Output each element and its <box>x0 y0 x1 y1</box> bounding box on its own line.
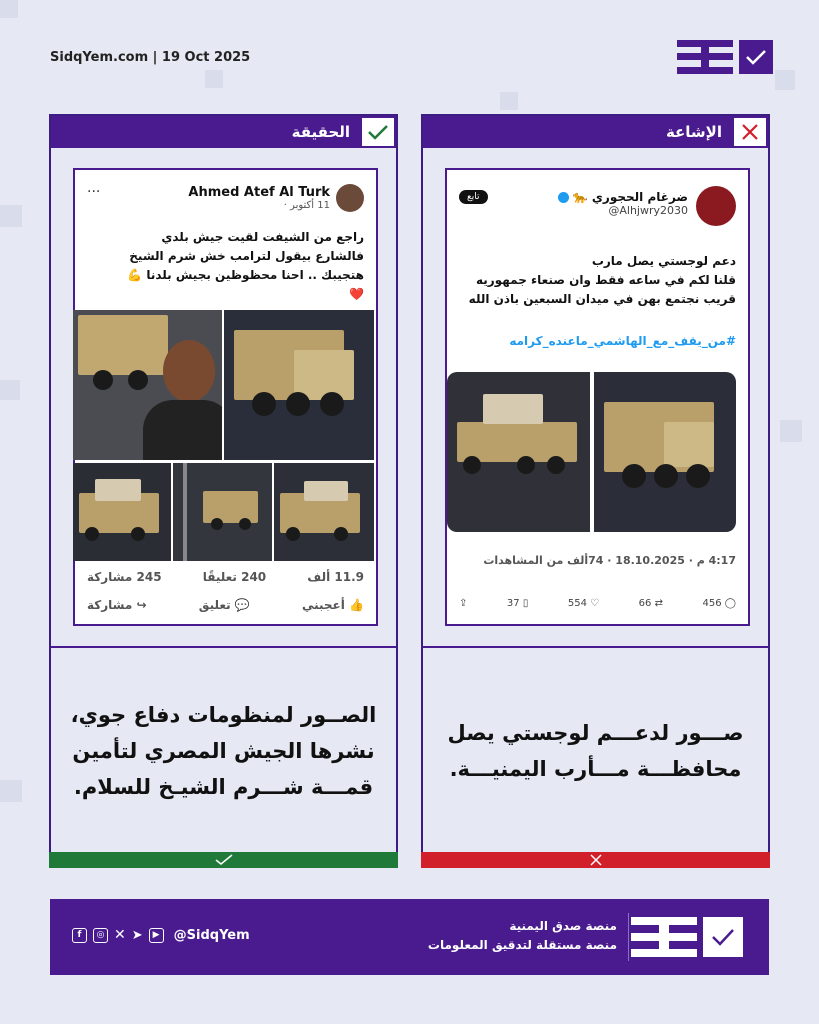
truth-bottom-bar <box>49 852 398 868</box>
claim-line: الصــور لمنظومات دفاع جوي، <box>70 703 377 727</box>
post-photo-selfie[interactable] <box>73 310 222 460</box>
rumor-title: الإشاعة <box>665 123 722 141</box>
rumor-panel <box>421 114 770 868</box>
footer-line1: منصة صدق اليمنية <box>509 919 617 933</box>
comment-button[interactable]: 💬 تعليق <box>198 598 250 612</box>
cross-icon <box>590 854 602 866</box>
post-line: فالشارع بيقول لترامب خش شرم الشيخ <box>129 249 364 263</box>
post-author[interactable]: Ahmed Atef Al Turk <box>188 185 330 200</box>
logo-wordmark <box>631 917 697 957</box>
sidqyem-logo <box>677 40 773 74</box>
tweet-actions <box>459 598 736 609</box>
tweet-card <box>445 168 750 626</box>
truth-claim <box>65 676 382 826</box>
tweet-text <box>459 252 736 309</box>
x-icon[interactable]: ✕ <box>114 927 126 943</box>
footer-separator <box>628 913 629 961</box>
post-line: ❤️ <box>349 287 364 301</box>
verified-icon <box>558 192 569 203</box>
post-photo[interactable] <box>73 463 171 561</box>
reply-count: 456 <box>702 598 722 609</box>
tweet-handle[interactable]: @Alhjwry2030 <box>608 204 688 217</box>
comment-label: تعليق <box>198 598 231 612</box>
tweet-author[interactable] <box>558 190 688 204</box>
tweet-header <box>459 186 736 226</box>
rumor-header <box>423 116 768 148</box>
retweet-count: 66 <box>638 598 652 609</box>
divider <box>51 646 396 648</box>
logo-wordmark <box>677 40 733 74</box>
tweet-photo[interactable] <box>447 372 590 532</box>
share-label: مشاركة <box>87 598 133 612</box>
share-icon[interactable]: ⇪ <box>459 598 468 609</box>
reactions-count[interactable]: 11.9 ألف <box>307 570 364 584</box>
footer <box>50 899 769 975</box>
facebook-icon[interactable]: f <box>72 928 87 943</box>
post-date: 11 أكتوبر · <box>283 200 330 211</box>
retweet-button[interactable]: 66 ⇄ <box>638 598 663 609</box>
bookmark-button[interactable]: 37 ▯ <box>506 598 529 609</box>
truth-title: الحقيقة <box>291 123 350 141</box>
post-photo[interactable] <box>224 310 374 460</box>
claim-line: قمـــة شـــرم الشيـخ للسلام. <box>73 775 374 799</box>
post-header <box>87 184 364 212</box>
comments-count[interactable]: 240 تعليقًا <box>202 570 267 584</box>
post-photo[interactable] <box>274 463 374 561</box>
cross-icon <box>732 116 768 148</box>
youtube-icon[interactable]: ▶ <box>149 928 164 943</box>
post-photo[interactable] <box>173 463 272 561</box>
more-options-icon[interactable]: ··· <box>87 184 101 200</box>
instagram-icon[interactable]: ◎ <box>93 928 108 943</box>
tweet-line: قلنا لكم في ساعه فقط وان صنعاء جمهوريه <box>476 273 736 287</box>
post-line: هتجيبك .. احنا محظوظين بجيش بلدنا 💪 <box>127 268 364 282</box>
shares-count[interactable]: 245 مشاركة <box>87 570 162 584</box>
like-count: 554 <box>567 598 587 609</box>
avatar <box>696 186 736 226</box>
claim-line: نشرها الجيش المصري لتأمين <box>72 739 375 763</box>
divider <box>423 646 768 648</box>
tweet-hashtag[interactable]: #من_يقف_مع_الهاشمي_ماعنده_كرامه <box>509 334 736 348</box>
tweet-line: قريب نجتمع بهن في ميدان السبعين باذن الله <box>468 292 736 306</box>
tweet-line: دعم لوجستي يصل مارب <box>591 254 736 268</box>
footer-text <box>428 917 617 955</box>
truth-header <box>51 116 396 148</box>
post-line: راجع من الشيفت لقيت جيش بلدي <box>161 230 364 244</box>
post-actions <box>87 598 364 612</box>
social-links <box>72 927 250 943</box>
social-handle[interactable]: @SidqYem <box>173 927 250 943</box>
footer-logo <box>631 917 743 957</box>
truth-panel <box>49 114 398 868</box>
check-icon <box>360 116 396 148</box>
author-name: ضرغام الحجوري 🐆 <box>572 190 688 204</box>
footer-line2: منصة مستقلة لتدقيق المعلومات <box>427 938 617 952</box>
telegram-icon[interactable]: ➤ <box>131 927 143 943</box>
tweet-photo[interactable] <box>594 372 736 532</box>
post-stats <box>87 570 364 584</box>
post-text <box>87 228 364 304</box>
like-label: أعجبني <box>301 598 345 612</box>
claim-line: صـــور لدعـــم لوجستي يصل <box>447 721 744 745</box>
like-button[interactable]: 👍 أعجبني <box>301 598 364 612</box>
tweet-meta: 4:17 م · 18.10.2025 · 74ألف من المشاهدات <box>483 554 736 567</box>
share-button[interactable]: ↪ مشاركة <box>87 598 147 612</box>
check-icon <box>739 40 773 74</box>
check-icon <box>703 917 743 957</box>
follow-button[interactable]: تابع <box>459 190 488 204</box>
claim-line: محافظـــة مـــأرب اليمنيـــة. <box>449 757 742 781</box>
facebook-post-card <box>73 168 378 626</box>
rumor-claim <box>437 676 754 826</box>
bookmark-count: 37 <box>506 598 520 609</box>
like-button[interactable]: 554 ♡ <box>567 598 600 609</box>
reply-button[interactable]: 456 ◯ <box>702 598 736 609</box>
source-date: SidqYem.com | 19 Oct 2025 <box>50 50 251 65</box>
avatar <box>336 184 364 212</box>
check-icon <box>214 854 234 866</box>
rumor-bottom-bar <box>421 852 770 868</box>
